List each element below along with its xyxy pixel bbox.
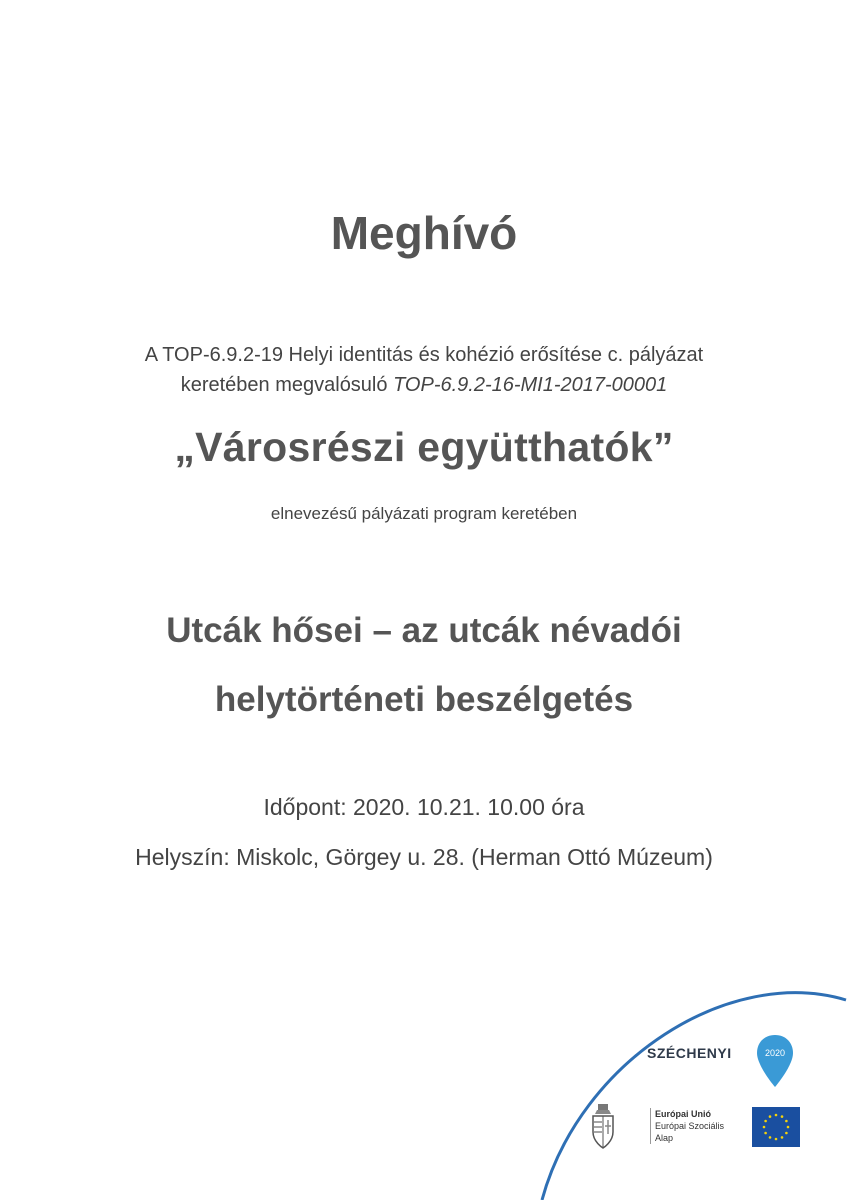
eu-flag-star — [781, 1136, 784, 1139]
event-place: Helyszín: Miskolc, Görgey u. 28. (Herman Ottó Múzeum) — [135, 844, 713, 870]
eu-fund-label — [650, 1108, 724, 1144]
eu-flag-star — [787, 1126, 790, 1129]
eu-label-line-3: Alap — [655, 1133, 674, 1143]
eu-flag-star — [775, 1138, 778, 1141]
szechenyi-logo-text: SZÉCHENYI — [647, 1045, 732, 1061]
eu-flag-star — [781, 1115, 784, 1118]
intro-line-1: A TOP-6.9.2-19 Helyi identitás és kohézió erősítése c. pályázat — [144, 344, 704, 366]
eu-flag-star — [785, 1120, 788, 1123]
eu-flag-star — [769, 1136, 772, 1139]
event-title-line-2: helytörténeti beszélgetés — [214, 680, 634, 719]
hungarian-coat-of-arms-icon — [589, 1102, 617, 1152]
intro-line-2 — [0, 374, 848, 397]
szechenyi-arc-decoration — [540, 960, 848, 1200]
eu-flag-star — [764, 1120, 767, 1123]
intro-line-2-prefix: keretében megvalósuló — [180, 374, 388, 396]
event-title-line-1: Utcák hősei – az utcák névadói — [166, 611, 682, 650]
eu-label-line-1: Európai Unió — [655, 1109, 711, 1119]
eu-label-line-2: Európai Szociális — [655, 1121, 725, 1131]
page-title: Meghívó — [330, 207, 518, 259]
eu-flag-star — [763, 1126, 766, 1129]
program-description: elnevezésű pályázati program keretében — [270, 504, 578, 523]
eu-flag-star — [764, 1132, 767, 1135]
eu-flag-star — [775, 1114, 778, 1117]
program-name: „Városrészi együtthatók” — [174, 424, 674, 470]
szechenyi-year-label: 2020 — [764, 1048, 786, 1058]
event-time: Időpont: 2020. 10.21. 10.00 óra — [263, 794, 585, 820]
szechenyi-2020-pin-icon — [755, 1033, 795, 1089]
eu-flag-icon — [752, 1107, 800, 1147]
project-code: TOP-6.9.2-16-MI1-2017-00001 — [393, 374, 668, 396]
eu-flag-star — [769, 1115, 772, 1118]
eu-flag-star — [785, 1132, 788, 1135]
